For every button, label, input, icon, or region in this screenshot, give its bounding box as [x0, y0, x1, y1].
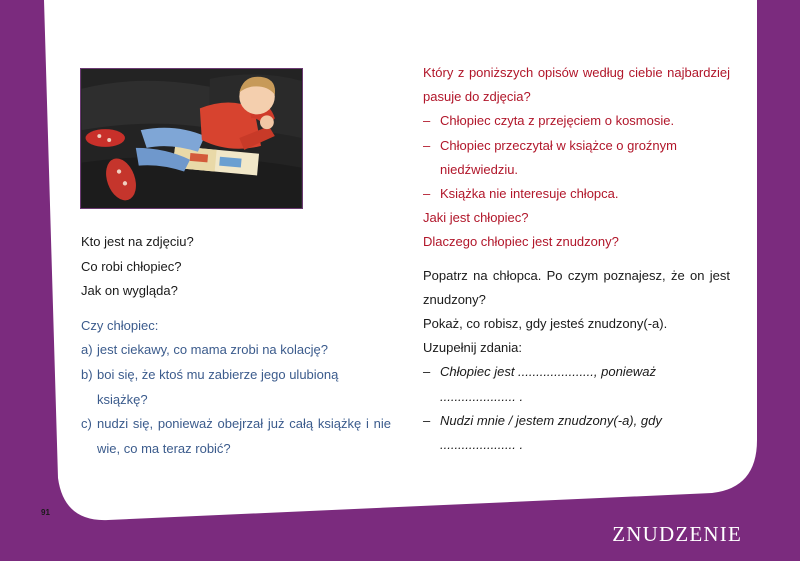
- description-option: [423, 109, 730, 133]
- boy-reading-book-photo: [80, 68, 303, 209]
- dash-mark: –: [423, 113, 431, 129]
- question-who: Kto jest na zdjęciu?: [81, 234, 194, 249]
- choice-option-a: [81, 338, 391, 363]
- show-instruction: Pokaż, co robisz, gdy jesteś znudzony(-a).: [423, 316, 668, 332]
- page-number: 91: [41, 508, 50, 517]
- observe-paragraph: Popatrz na chłopca. Po czym poznajesz, że on jest znudzony?: [423, 267, 730, 307]
- choice-prompt: Czy chłopiec:: [81, 317, 159, 333]
- question-looks: Jak on wygląda?: [81, 283, 178, 299]
- description-option-text: Książka nie interesuje chłopca.: [440, 186, 619, 202]
- choice-marker: c): [81, 416, 92, 432]
- description-option: [423, 182, 730, 206]
- question-what-doing: Co robi chłopiec?: [81, 258, 182, 274]
- dash-mark: –: [423, 137, 431, 153]
- choice-text: jest ciekawy, co mama zrobi na kolację?: [97, 342, 328, 358]
- description-prompt: Który z poniższych opisów według ciebie najbardziej pasuje do zdjęcia?: [423, 65, 730, 105]
- fill-sentence: [423, 360, 730, 408]
- question-why-bored: Dlaczego chłopiec jest znudzony?: [423, 234, 619, 250]
- right-column: [423, 61, 730, 457]
- dash-mark: –: [423, 186, 431, 202]
- description-option-text: Chłopiec przeczytał w książce o groźnym niedźwiedziu.: [440, 137, 677, 177]
- chapter-title: ZNUDZENIE: [612, 522, 742, 546]
- complete-instruction: Uzupełnij zdania:: [423, 340, 523, 356]
- choice-text: boi się, że ktoś mu zabierze jego ulubioną książkę?: [97, 366, 339, 407]
- question-what-boy: Jaki jest chłopiec?: [423, 210, 529, 226]
- choice-option-b: [81, 363, 391, 412]
- choice-text: nudzi się, ponieważ obejrzał już całą książkę i nie wie, co ma teraz robić?: [97, 416, 391, 456]
- fill-sentence-text: Nudzi mnie / jestem znudzony(-a), gdy ..................... .: [440, 412, 662, 453]
- description-option-text: Chłopiec czyta z przejęciem o kosmosie.: [440, 113, 675, 129]
- fill-sentence: [423, 409, 730, 457]
- fill-sentence-text: Chłopiec jest ....................., ponieważ ..................... .: [440, 364, 657, 404]
- choice-option-c: [81, 412, 391, 461]
- choice-marker: a): [81, 342, 93, 358]
- choice-marker: b): [81, 366, 93, 382]
- description-option: [423, 134, 730, 182]
- dash-mark: –: [423, 412, 431, 428]
- left-column: [81, 230, 391, 461]
- dash-mark: –: [423, 364, 431, 380]
